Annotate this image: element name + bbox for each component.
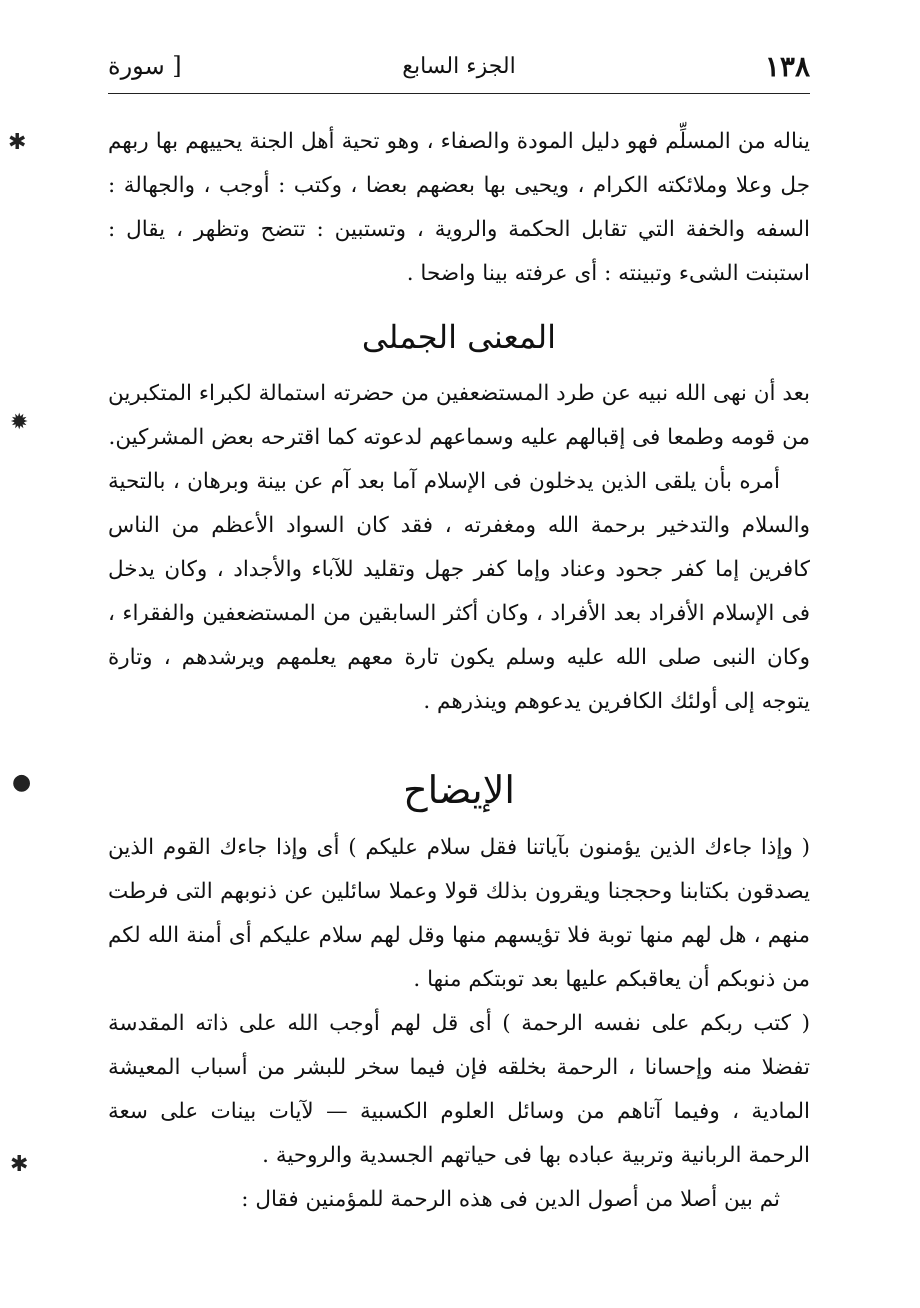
section1-paragraph-1: بعد أن نهى الله نبيه عن طرد المستضعفين من حضرته استمالة لكبراء المتكبرين من قومه وطمعا فى إقبالهم عليه وسماعهم لدعوته كما اقترحه بعض المشركين. [108,381,810,450]
surah-label: [ سورة [108,52,182,80]
section2-paragraph-3: ثم بين أصلا من أصول الدين فى هذه الرحمة للمؤمنين فقال : [241,1187,780,1212]
margin-ornament-icon: ✹ [10,410,29,435]
section2-body [108,826,810,1222]
section2-paragraph-2: ( كتب ربكم على نفسه الرحمة ) أى قل لهم أوجب الله على ذاته المقدسة تفضلا منه وإحسانا ، الرحمة بخلقه فإن فيما سخر للبشر من أسباب المعيشة المادية ، وفيما آتاهم من وسائل العلوم الكسبية — لآيات بينات على سعة الرحمة الربانية وتربية عباده بها فى حياتهم الجسدية والروحية . [108,1011,810,1168]
margin-ornament-icon: ● [12,770,32,795]
page-number: ١٣٨ [764,50,810,83]
section1-body [108,372,810,724]
section2-paragraph-1: ( وإذا جاءك الذين يؤمنون بآياتنا فقل سلام عليكم ) أى وإذا جاءك القوم الذين يصدقون بكتابنا وحججنا ويقرون بذلك قولا وعملا سائلين عن ذنوبهم التى فرطت منهم ، هل لهم منها توبة فلا تؤيسهم منها وقل لهم سلام عليكم أى أمنة الله لكم من ذنوبكم أن يعاقبكم عليها بعد توبتكم منها . [108,835,810,992]
glossary-paragraph [108,120,810,296]
header-rule [108,93,810,94]
section-heading-explanation: الإيضاح [403,768,515,812]
running-title: الجزء السابع [402,54,516,79]
glossary-text: يناله من المسلِّم فهو دليل المودة والصفاء ، وهو تحية أهل الجنة يحييهم بها ربهم جل وعلا وملائكته الكرام ، ويحيى بها بعضهم بعضا ، وكتب : أوجب ، والجهالة : السفه والخفة التي تقابل الحكمة والروية ، وتستبين : تتضح وتظهر ، يقال : استبنت الشىء وتبينته : أى عرفته بينا واضحا . [108,129,810,286]
section1-paragraph-2: أمره بأن يلقى الذين يدخلون فى الإسلام آما بعد آم عن بينة وبرهان ، بالتحية والسلام والتدخير برحمة الله ومغفرته ، فقد كان السواد الأعظم من الناس كافرين إما كفر جحود وعناد وإما كفر جهل وتقليد للآباء والأجداد ، وكان يدخل فى الإسلام الأفراد بعد الأفراد ، وكان أكثر السابقين من المستضعفين والفقراء ، وكان النبى صلى الله عليه وسلم يكون تارة معهم يعلمهم ويرشدهم ، وتارة يتوجه إلى أولئك الكافرين يدعوهم وينذرهم . [108,469,810,714]
section-heading-general-meaning: المعنى الجملى [361,318,557,356]
margin-ornament-icon: ✱ [8,130,27,155]
margin-ornament-icon: ✱ [10,1152,29,1177]
page-header [108,46,810,90]
